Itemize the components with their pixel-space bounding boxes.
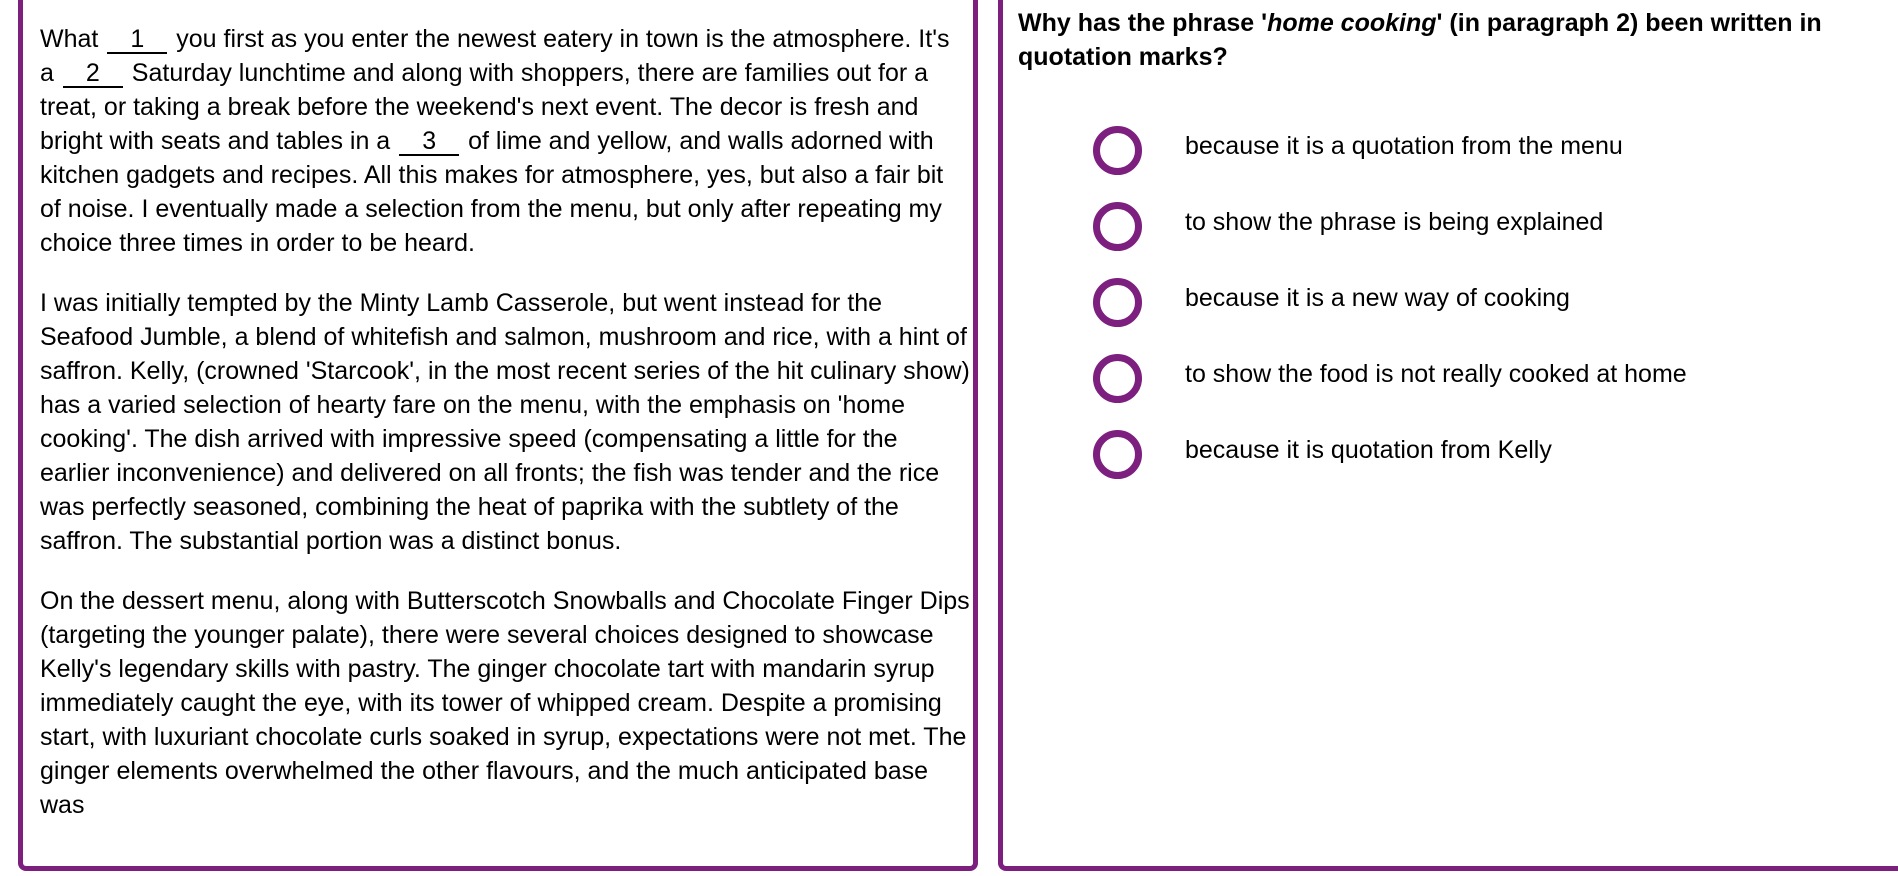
answer-option-3[interactable] bbox=[1093, 278, 1873, 354]
passage-text-segment: Saturday lunchtime and along with shoppers, there are families out for a treat, or taking a break before the weekend's next event. The decor is fresh and bright with seats and tables in a bbox=[40, 59, 929, 155]
passage-panel bbox=[18, 0, 978, 871]
answer-option-label: because it is quotation from Kelly bbox=[1185, 436, 1552, 464]
passage-text-segment: of lime and yellow, and walls adorned with kitchen gadgets and recipes. All this makes for atmosphere, yes, but also a fair bit of noise. I eventually made a selection from the menu, but only after repeating my choice three times in order to be heard. bbox=[40, 127, 944, 257]
answer-option-4[interactable] bbox=[1093, 354, 1873, 430]
question-suffix: ' (in paragraph 2) been written in quotation marks? bbox=[1018, 9, 1822, 71]
answer-option-1[interactable] bbox=[1093, 126, 1873, 202]
question-emphasis: home cooking bbox=[1267, 9, 1437, 37]
answer-option-label: to show the food is not really cooked at home bbox=[1185, 360, 1687, 388]
question-text bbox=[1018, 6, 1898, 74]
passage-text-segment: you first as you enter the newest eatery in town is the atmosphere. It's a bbox=[40, 25, 950, 87]
passage-text-segment: What bbox=[40, 25, 106, 53]
radio-button-icon[interactable] bbox=[1093, 278, 1142, 327]
answer-option-label: because it is a new way of cooking bbox=[1185, 284, 1570, 312]
radio-button-icon[interactable] bbox=[1093, 430, 1142, 479]
passage-text bbox=[40, 22, 970, 848]
answer-options bbox=[1093, 126, 1873, 506]
passage-paragraph-3: On the dessert menu, along with Butterscotch Snowballs and Chocolate Finger Dips (targeting the younger palate), there were several choices designed to showcase Kelly's legendary skills with pastry. The ginger chocolate tart with mandarin syrup immediately caught the eye, with its tower of whipped cream. Despite a promising start, with luxuriant chocolate curls soaked in syrup, expectations were not met. The ginger elements overwhelmed the other flavours, and the much anticipated base was bbox=[40, 587, 970, 819]
answer-option-label: to show the phrase is being explained bbox=[1185, 208, 1604, 236]
radio-button-icon[interactable] bbox=[1093, 354, 1142, 403]
passage-paragraph-2: I was initially tempted by the Minty Lamb Casserole, but went instead for the Seafood Jumble, a blend of whitefish and salmon, mushroom and rice, with a hint of saffron. Kelly, (crowned 'Starcook', in the most recent series of the hit culinary show) has a varied selection of hearty fare on the menu, with the emphasis on 'home cooking'. The dish arrived with impressive speed (compensating a little for the earlier inconvenience) and delivered on all fronts; the fish was tender and the rice was perfectly seasoned, combining the heat of paprika with the subtlety of the saffron. The substantial portion was a distinct bonus. bbox=[40, 289, 970, 555]
question-panel bbox=[998, 0, 1898, 871]
radio-button-icon[interactable] bbox=[1093, 126, 1142, 175]
answer-option-2[interactable] bbox=[1093, 202, 1873, 278]
radio-button-icon[interactable] bbox=[1093, 202, 1142, 251]
gap-blank-3: 3 bbox=[399, 128, 459, 156]
answer-option-5[interactable] bbox=[1093, 430, 1873, 506]
question-prefix: Why has the phrase ' bbox=[1018, 9, 1268, 37]
answer-option-label: because it is a quotation from the menu bbox=[1185, 132, 1623, 160]
passage-paragraph-1 bbox=[40, 22, 970, 260]
gap-blank-1: 1 bbox=[107, 26, 167, 54]
gap-blank-2: 2 bbox=[63, 60, 123, 88]
